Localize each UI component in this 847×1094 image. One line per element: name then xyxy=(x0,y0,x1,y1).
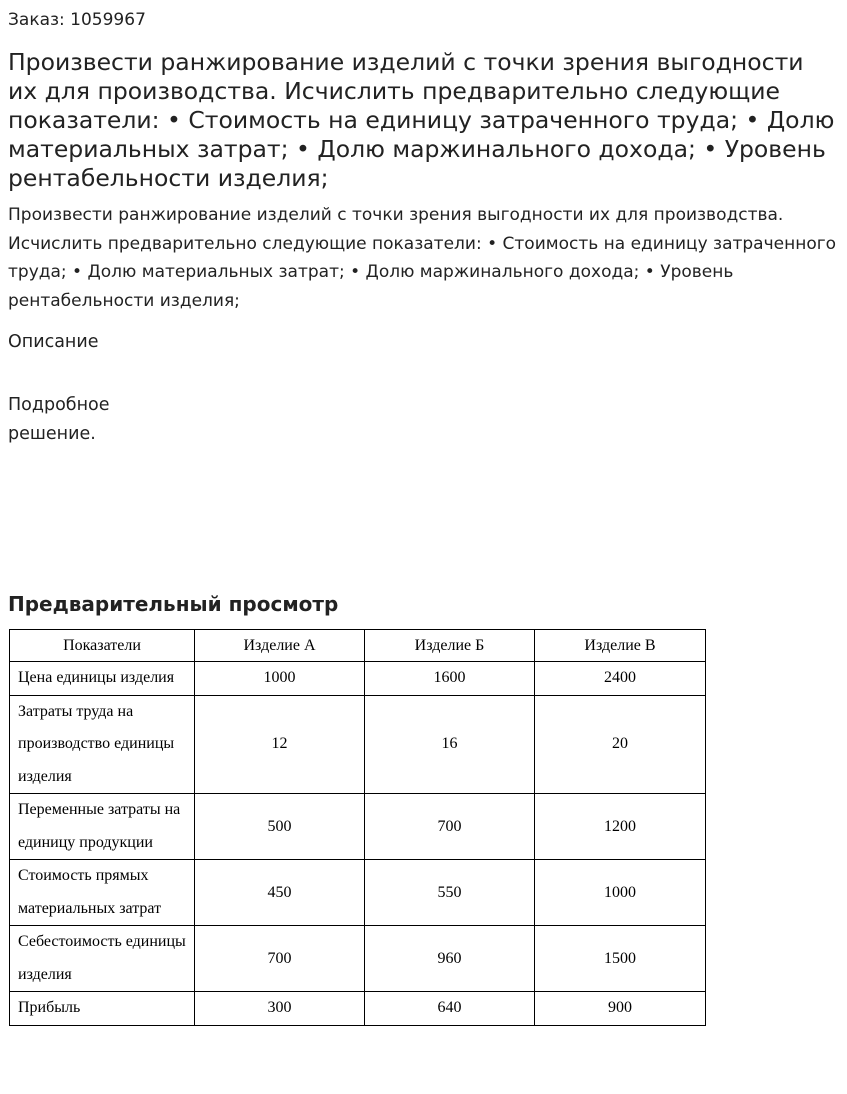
table-cell: 960 xyxy=(365,926,535,992)
table-header-cell: Показатели xyxy=(10,630,195,662)
row-label: Цена единицы изделия xyxy=(10,662,195,696)
page-title: Произвести ранжирование изделий с точки зрения выгодности их для производства. Исчислить предварительно следующие показатели: • Стоимость на единицу затраченного труда; • Долю материальных затрат; • Долю маржинального дохода; • Уровень рентабельности изделия; xyxy=(8,48,835,192)
table-cell: 450 xyxy=(195,860,365,926)
table-row xyxy=(10,860,706,926)
table-header-row xyxy=(10,630,706,662)
table-row xyxy=(10,695,706,794)
row-label: Затраты труда на производство единицы изделия xyxy=(10,695,195,794)
table-row xyxy=(10,794,706,860)
table-cell: 640 xyxy=(365,992,535,1026)
table-cell: 16 xyxy=(365,695,535,794)
table-header-cell: Изделие А xyxy=(195,630,365,662)
table-cell: 1200 xyxy=(535,794,706,860)
preview-heading: Предварительный просмотр xyxy=(8,592,339,616)
table-header-cell: Изделие В xyxy=(535,630,706,662)
order-number: Заказ: 1059967 xyxy=(8,10,146,30)
table-cell: 12 xyxy=(195,695,365,794)
table-cell: 300 xyxy=(195,992,365,1026)
table-row xyxy=(10,926,706,992)
task-summary: Произвести ранжирование изделий с точки зрения выгодности их для производства. Исчислить предварительно следующие показатели: • Стоимость на единицу затраченного труда; • Долю материальных затрат; • Долю маржинального дохода; • Уровень рентабельности изделия; xyxy=(8,205,837,311)
indicators-table xyxy=(9,629,706,1026)
table-cell: 1000 xyxy=(195,662,365,696)
description-body: Подробное решение. xyxy=(8,395,110,444)
table-row xyxy=(10,992,706,1026)
table-cell: 1600 xyxy=(365,662,535,696)
table-cell: 500 xyxy=(195,794,365,860)
row-label: Стоимость прямых материальных затрат xyxy=(10,860,195,926)
table-header-cell: Изделие Б xyxy=(365,630,535,662)
row-label: Прибыль xyxy=(10,992,195,1026)
table-cell: 700 xyxy=(195,926,365,992)
table-cell: 1500 xyxy=(535,926,706,992)
table-row xyxy=(10,662,706,696)
table-cell: 900 xyxy=(535,992,706,1026)
table-cell: 550 xyxy=(365,860,535,926)
row-label: Себестоимость единицы изделия xyxy=(10,926,195,992)
row-label: Переменные затраты на единицу продукции xyxy=(10,794,195,860)
table-cell: 2400 xyxy=(535,662,706,696)
table-cell: 700 xyxy=(365,794,535,860)
table-cell: 20 xyxy=(535,695,706,794)
table-cell: 1000 xyxy=(535,860,706,926)
description-heading: Описание xyxy=(8,332,99,352)
